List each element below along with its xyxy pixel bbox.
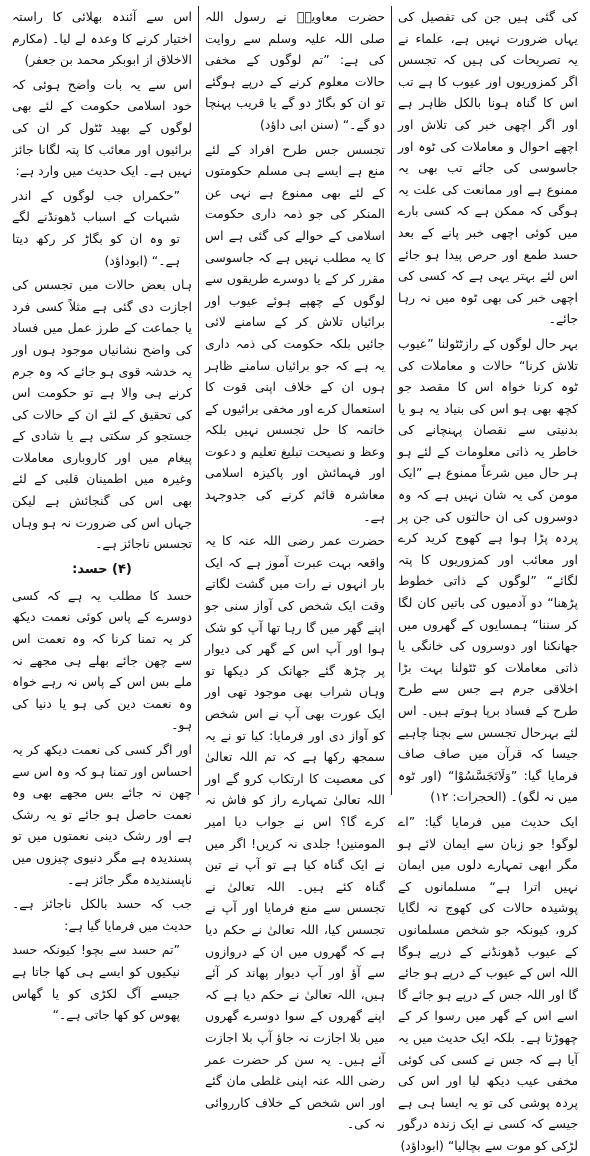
paragraph: ایک حدیث میں فرمایا گیا: ”اے لوگو! جو زبان سے ایمان لائے ہو مگر ابھی تمہارے دلوں میں ایمان نہیں اترا ہے“ مسلمانوں کے پوشیدہ حالات کی کھوج نہ لگایا کرو، کیونکہ جو شخص مسلمانوں کے عیوب ڈھونڈنے کے درپے ہوگا اللہ اس کے عیوب کے درپے ہو جائے گا اور اللہ جس کے درپے ہو جائے گا اسے اس کے گھر میں رسوا کر کے چھوڑتا ہے۔ بلکہ ایک حدیث میں یہ آیا ہے کہ جس نے کسی کی کوئی مخفی عیب دیکھ لیا اور اس کی پردہ پوشی کی تو یہ ایسا ہی ہے جیسے کہ کسی نے ایک زندہ درگور لڑکی کو موت سے بچالیا“ (ابوداؤد) [398, 813, 578, 1153]
paragraph: تجسس جس طرح افراد کے لئے منع ہے ایسے ہی مسلم حکومتوں کے لئے بھی ممنوع ہے نہی عن المنکر کی جو ذمہ داری حکومت اسلامی کے حوالے کی گئی ہے اس کا یہ مطلب نہیں ہے کہ جاسوسی مقرر کر کے یا دوسرے طریقوں سے لوگوں کے چھپے ہوئے عیوب اور برائیاں تلاش کر کے سامنے لائی جائیں بلکہ حکومت کی ذمہ داری یہ ہے کہ جو برائیاں سامنے ظاہر ہوں ان کے خلاف اپنی قوت کا استعمال کرے اور مخفی برائیوں کے خاتمہ کا حل تجسس نہیں بلکہ وعظ و نصیحت تبلیغ تعلیم و دعوت اور فہمائش اور پاکیزہ اسلامی معاشرہ قائم کرنے کی جدوجہد ہے۔ [205, 141, 385, 524]
paragraph: کی گئی ہیں جن کی تفصیل کی یہاں ضرورت نہیں ہے، علماء نے یہ تصریحات کی ہیں کہ تجسس اگر کمزوریوں اور عیوب کا ہے تب اس کا گناہ ہونا بالکل ظاہر ہے اور اگر اچھی خبر کی تلاش اور اچھے احوال و معاملات کی ٹوہ اور جاسوسی کی جائے تب بھی یہ ممنوع ہے اور ممانعت کی علت یہ ہوگی کہ ممکن ہے کہ کسی بارے میں کوئی اچھی خبر پانے کے بعد حسد طمع اور حرص پیدا ہو جائے اس لئے بہتر یہی ہے کہ کسی کی اچھی خبر کی بھی ٹوہ میں نہ رہا جائے۔ [398, 9, 578, 327]
paragraph: اور اگر کسی کی نعمت دیکھ کر یہ احساس اور تمنا ہو کہ وہ اس سے چھن نہ جائے بس مجھے بھی وہ نعمت حاصل ہو جائے تو یہ رشک ہے اور رشک دینی نعمتوں میں تو پسندیدہ ہے مگر دنیوی چیزوں میں ناپسندیدہ مگر جائز ہے۔ [12, 742, 192, 887]
paragraph: جب کہ حسد بالکل ناجائز ہے۔ حدیث میں فرمایا گیا ہے: [12, 896, 192, 933]
paragraph: اس سے آئندہ بھلائی کا راستہ اختیار کرنے کا وعدہ لے لیا۔ (مکارم الاخلاق از ابوبکر محمد بن جعفر) [12, 9, 192, 68]
column-left [6, 6, 198, 1023]
column-middle [199, 6, 391, 1132]
column-right [392, 6, 584, 1153]
paragraph: بہر حال لوگوں کے رازٹٹولنا ”عیوب تلاش کرنا“ حالات و معاملات کی ٹوہ کرنا خواہ اس کا مقصد جو کچھ بھی ہو اس کی بنیاد یہ ہو یا بدنیتی سے نقصان پہنچانے کی خاطر یہ ذاتی معلومات کے لئے ہو ہر حال میں شرعاً ممنوع ہے ”ایک مومن کی یہ شان نہیں ہے کہ وہ دوسروں کی ان حالتوں کی جن پر پردہ پڑا ہوا ہے کھوج کرید کرے اور معائب اور کمزوریوں کا پتہ لگائے“ ”لوگوں کے ذاتی خطوط پڑھنا“ دو آدمیوں کی باتیں کان لگا کر سننا“ ہمسایوں کے گھروں میں جھانکنا اور دوسروں کی خانگی یا ذاتی معاملات کو ٹٹولنا بہت بڑا اخلاقی جرم ہے جس سے طرح طرح کے فساد برپا ہوتے ہیں۔ اس لئے بہرحال تجسس سے بچنا چاہیے جیسا کہ قرآن میں صاف صاف فرمایا گیا: ”وَلَاتَجَسَّسُوْا“ (اور ٹوہ میں نہ لگو)۔ (الحجرات: ۱۲) [398, 335, 578, 805]
paragraph: حضرت عمر رضی اللہ عنہ کا یہ واقعہ بہت عبرت آموز ہے کہ ایک بار انہوں نے رات میں گشت لگاتے وقت ایک شخص کی آواز سنی جو اپنے گھر میں گا رہا تھا آپ کو شک ہوا اور آپ اس کے گھر کی دیوار پر چڑھ گئے جھانک کر دیکھا تو وہاں شراب بھی موجود تھی اور ایک عورت بھی آپ نے اس شخص کو آواز دی اور فرمایا: کیا تو نے یہ سمجھ رکھا ہے کہ تم اللہ تعالیٰ کی معصیت کا ارتکاب کرو گے اور اللہ تعالیٰ تمہارے راز کو فاش نہ کرے گا؟ اس نے جواب دیا امیر المومنین! جلدی نہ کریں! اگر میں نے ایک گناہ کیا ہے تو آپ نے تین گناہ کئے ہیں۔ اللہ تعالیٰ نے تجسس سے منع فرمایا اور آپ نے تجسس کیا، اللہ تعالیٰ نے حکم دیا ہے کہ گھروں میں ان کے دروازوں سے آؤ اور آپ دیوار پھاند کر آئے ہیں، اللہ تعالیٰ نے حکم دیا ہے کہ اپنے گھروں کے سوا دوسرے گھروں میں بلا اجازت نہ جاؤ آپ بلا اجازت آئے ہیں۔ یہ سن کر حضرت عمر رضی اللہ عنہ اپنی غلطی مان گئے اور اس شخص کے خلاف کارروائی نہ کی۔ [205, 533, 385, 1132]
paragraph: اس سے یہ بات واضح ہوئی کہ خود اسلامی حکومت کے لئے بھی لوگوں کے بھید ٹٹول کر ان کی برائیوں اور معائب کا پتہ لگانا جائز نہیں ہے۔ ایک حدیث میں وارد ہے: [12, 76, 192, 179]
quotation: ”حکمراں جب لوگوں کے اندر شبہات کے اسباب ڈھونڈنے لگے تو وہ ان کو بگاڑ کر رکھ دیتا ہے۔“ (ابوداؤد) [12, 187, 180, 268]
section-heading: (۴) حسد: [72, 561, 132, 577]
paragraph: حسد کا مطلب یہ ہے کہ کسی دوسرے کے پاس کوئی نعمت دیکھ کر یہ تمنا کرنا کہ وہ نعمت اس سے چھن جائے بھلے ہی مجھے نہ ملے بس اس کے پاس نہ رہے خواہ وہ نعمت دین کی ہو یا دنیا کی ہو۔ [12, 587, 192, 733]
quotation: ”تم حسد سے بچو! کیونکہ حسد نیکیوں کو ایسے ہی کھا جاتا ہے جیسے آگ لکڑی کو یا گھاس پھوس کو کھا جاتی ہے۔“ [12, 942, 180, 1023]
paragraph: ہاں بعض حالات میں تجسس کی اجازت دی گئی ہے مثلاً کسی فرد یا جماعت کے طرز عمل میں فساد کی واضح نشانیاں موجود ہوں اور یہ خدشہ قوی ہو جائے کہ وہ جرم کرنے ہی والا ہے تو حکومت اس کی تحقیق کے لئے ان کے حالات کی جستجو کر سکتی ہے یا شادی کے پیغام میں اور کاروباری معاملات وغیرہ میں اطمینان قلبی کے لئے بھی اس کی گنجائش ہے لیکن جہاں اس کی ضرورت نہ ہو وہاں تجسس ناجائز ہے۔ [12, 277, 192, 552]
paragraph: حضرت معاویہؓ نے رسول اللہ صلی اللہ علیہ وسلم سے روایت کی ہے: ”تم لوگوں کے مخفی حالات معلوم کرنے کے درپے ہوگئے تو ان کو بگاڑ دو گے یا قریب پہنچا دو گے۔“ (سنن ابی داؤد) [205, 9, 385, 132]
